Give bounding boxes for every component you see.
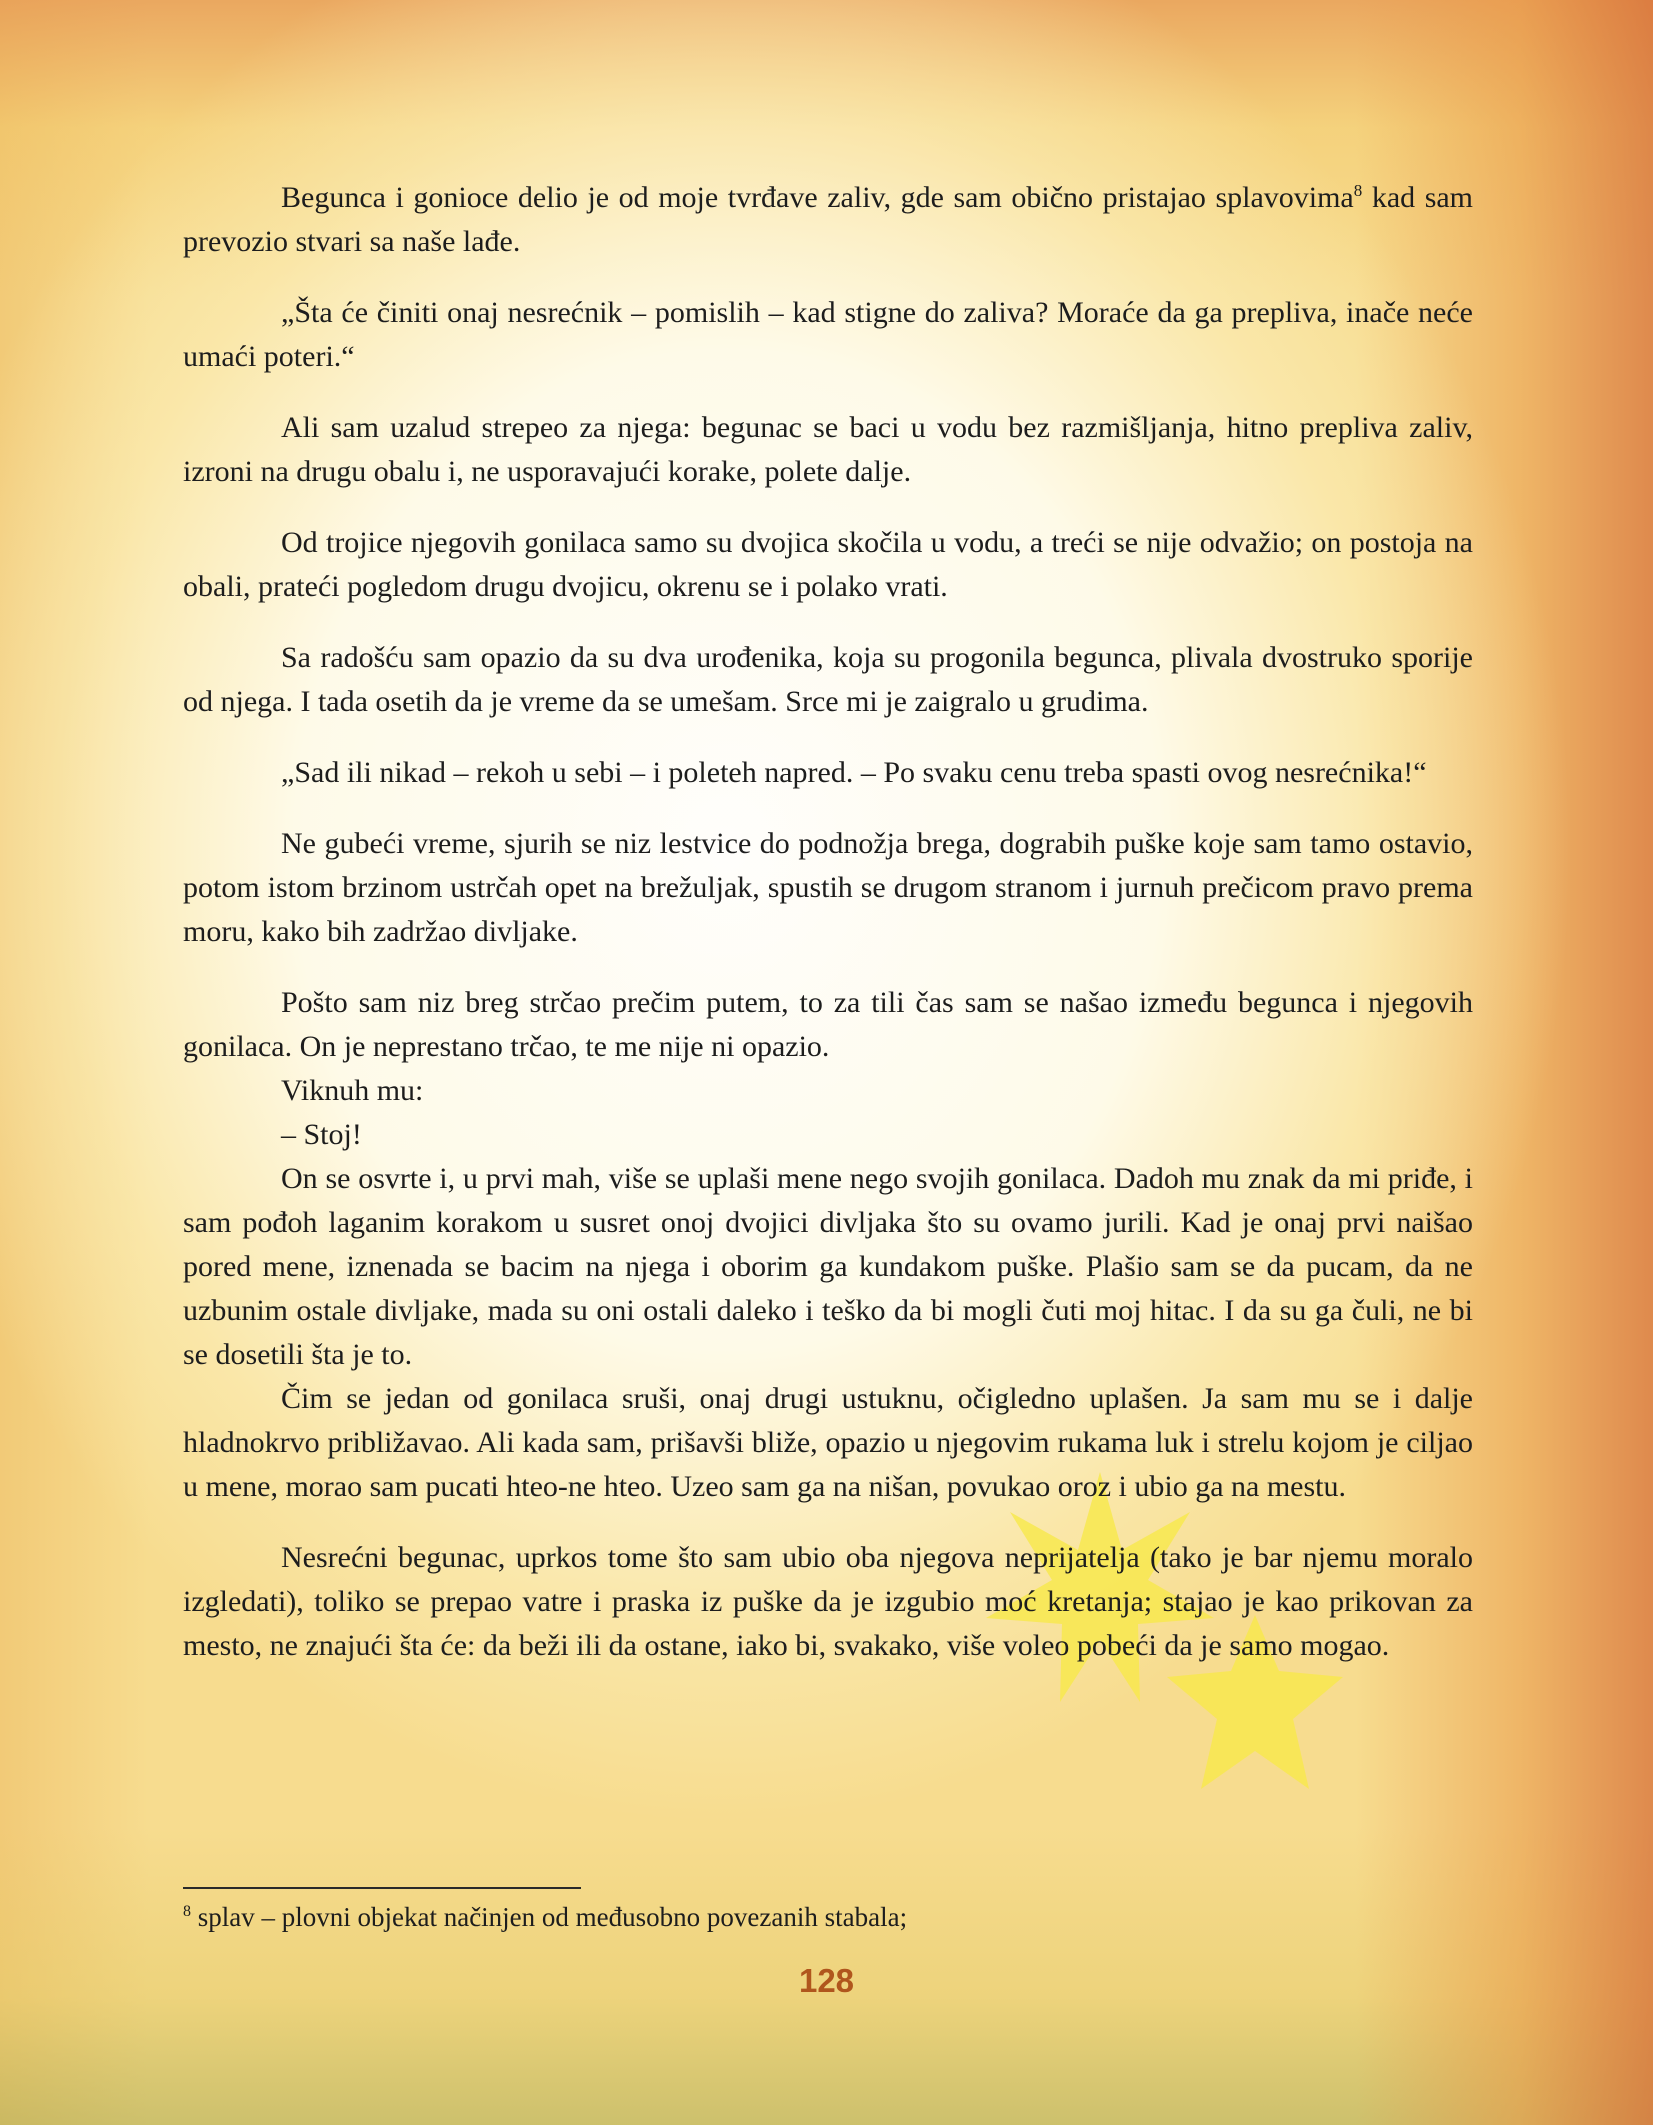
footnote-ref: 8 <box>1353 181 1363 200</box>
paragraph-10: – Stoj! <box>281 1118 362 1151</box>
footnote-number: 8 <box>183 1903 191 1920</box>
footnote-text: splav – plovni objekat načinjen od međusobno povezanih stabala; <box>197 1902 908 1932</box>
paragraph-1: Begunca i gonioce delio je od moje tvrđave zaliv, gde sam obično pristajao splavovima$^8$ kad sam prevozio stvari sa naše lađe. <box>183 181 1474 258</box>
paragraph-12: Čim se jedan od gonilaca sruši, onaj drugi ustuknu, očigledno uplašen. Ja sam mu se i dalje hladnokrvo približavao. Ali kada sam, prišavši bliže, opazio u njegovim rukama luk i strelu kojom je ciljao u mene, morao sam pucati hteo-ne hteo. Uzeo sam ga na nišan, povukao oroz i ubio ga na mestu. <box>183 1382 1473 1503</box>
footnote <box>183 1898 907 1936</box>
paragraph-9: Viknuh mu: <box>281 1074 424 1107</box>
paragraph-7: Ne gubeći vreme, sjurih se niz lestvice do podnožja brega, dograbih puške koje sam tamo ostavio, potom istom brzinom ustrčah opet na brežuljak, spustih se drugom stranom i jurnuh prečicom pravo prema moru, kako bih zadržao divljake. <box>183 827 1473 948</box>
paragraph-2: „Šta će činiti onaj nesrećnik – pomislih – kad stigne do zaliva? Moraće da ga prepliva, inače neće umaći poteri.“ <box>183 296 1473 373</box>
paragraph-5: Sa radošću sam opazio da su dva urođenika, koja su progonila begunca, plivala dvostruko sporije od njega. I tada osetih da je vreme da se umešam. Srce mi je zaigralo u grudima. <box>183 641 1473 718</box>
footnote-divider <box>183 1887 581 1889</box>
paragraph-3: Ali sam uzalud strepeo za njega: begunac se baci u vodu bez razmišljanja, hitno prepliva zaliv, izroni na drugu obalu i, ne usporavajući korake, polete dalje. <box>183 411 1473 488</box>
chapter-text <box>183 176 1473 1695</box>
page-number: 128 <box>798 1962 855 1999</box>
paragraph-6: „Sad ili nikad – rekoh u sebi – i poleteh napred. – Po svaku cenu treba spasti ovog nesrećnika!“ <box>281 756 1427 789</box>
paragraph-4: Od trojice njegovih gonilaca samo su dvojica skočila u vodu, a treći se nije odvažio; on postoja na obali, prateći pogledom drugu dvojicu, okrenu se i polako vrati. <box>183 526 1473 603</box>
paragraph-11: On se osvrte i, u prvi mah, više se uplaši mene nego svojih gonilaca. Dadoh mu znak da mi priđe, i sam pođoh laganim korakom u susret onoj dvojici divljaka što su ovamo jurili. Kad je onaj prvi naišao pored mene, iznenada se bacim na njega i oborim ga kundakom puške. Plašio sam se da pucam, da ne uzbunim ostale divljake, mada su oni ostali daleko i teško da bi mogli čuti moj hitac. I da su ga čuli, ne bi se dosetili šta je to. <box>183 1162 1473 1371</box>
paragraph-13: Nesrećni begunac, uprkos tome što sam ubio oba njegova neprijatelja (tako je bar njemu moralo izgledati), toliko se prepao vatre i praska iz puške da je izgubio moć kretanja; stajao je kao prikovan za mesto, ne znajući šta će: da beži ili da ostane, iako bi, svakako, više voleo pobeći da je samo mogao. <box>183 1541 1473 1662</box>
paragraph-8: Pošto sam niz breg strčao prečim putem, to za tili čas sam se našao između begunca i njegovih gonilaca. On je neprestano trčao, te me nije ni opazio. <box>183 986 1473 1063</box>
